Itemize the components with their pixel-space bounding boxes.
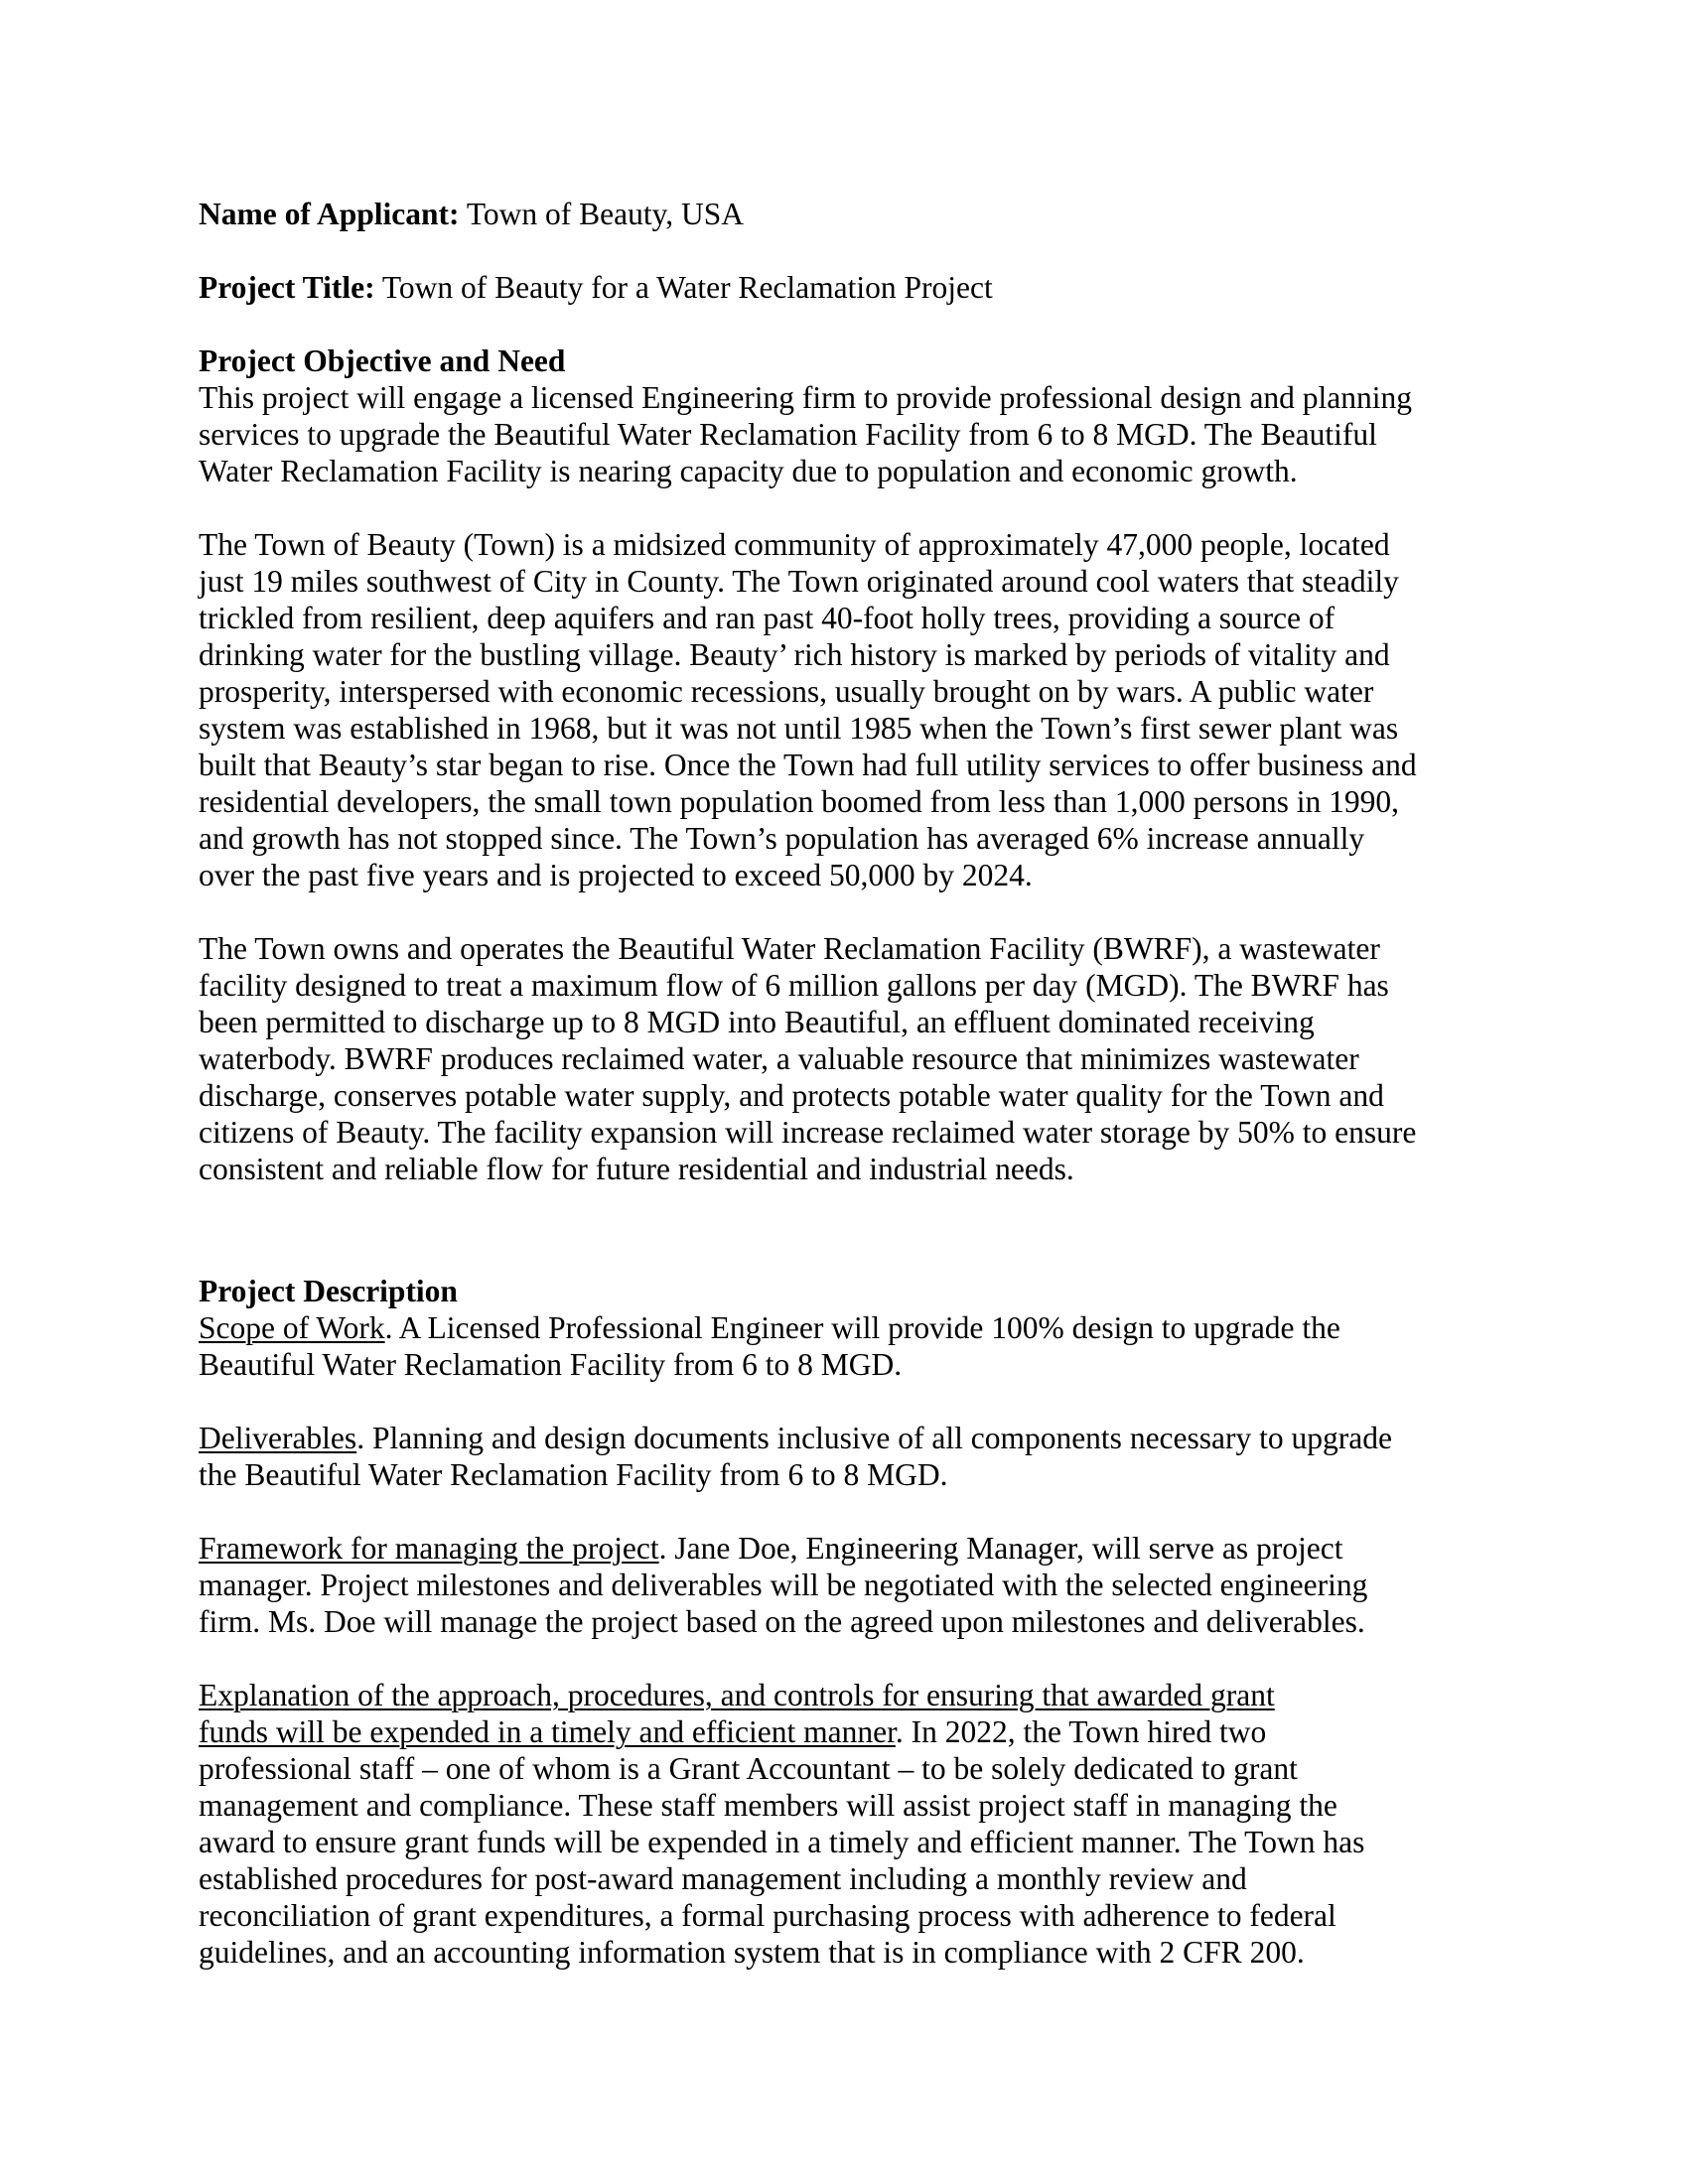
deliverables-label: Deliverables [199,1421,357,1455]
paragraph-line: The Town owns and operates the Beautiful Water Reclamation Facility (BWRF), a wastewater [199,931,1380,966]
paragraph-line [199,1309,1340,1346]
paragraph-line: citizens of Beauty. The facility expansion will increase reclaimed water storage by 50% to ensure [199,1115,1417,1150]
paragraph-line: trickled from resilient, deep aquifers and ran past 40-foot holly trees, providing a source of [199,601,1336,635]
framework-label: Framework for managing the project [199,1531,659,1566]
paragraph-line: facility designed to treat a maximum flow of 6 million gallons per day (MGD). The BWRF has [199,968,1389,1003]
scope-of-work-label: Scope of Work [199,1310,385,1345]
paragraph-line: been permitted to discharge up to 8 MGD into Beautiful, an effluent dominated receiving [199,1005,1315,1039]
paragraph-line: The Town of Beauty (Town) is a midsized community of approximately 47,000 people, located [199,527,1390,562]
paragraph-line: drinking water for the bustling village. Beauty’ rich history is marked by periods of vitality and [199,637,1390,672]
paragraph-line: Beautiful Water Reclamation Facility from 6 to 8 MGD. [199,1347,903,1382]
paragraph-line: guidelines, and an accounting information system that is in compliance with 2 CFR 200. [199,1935,1305,1970]
paragraph-line: management and compliance. These staff members will assist project staff in managing the [199,1788,1337,1823]
paragraph-line: just 19 miles southwest of City in County. The Town originated around cool waters that steadily [199,564,1399,599]
paragraph-line: consistent and reliable flow for future residential and industrial needs. [199,1152,1074,1186]
paragraph-line: discharge, conserves potable water supply, and protects potable water quality for the Town and [199,1078,1384,1113]
paragraph-line [199,1420,1392,1456]
paragraph-line [199,1713,1266,1750]
paragraph-line: waterbody. BWRF produces reclaimed water, a valuable resource that minimizes wastewater [199,1041,1359,1076]
paragraph-line: prosperity, interspersed with economic recessions, usually brought on by wars. A public water [199,674,1374,709]
paragraph-line: the Beautiful Water Reclamation Facility from 6 to 8 MGD. [199,1457,948,1492]
paragraph-line: award to ensure grant funds will be expended in a timely and efficient manner. The Town has [199,1825,1365,1859]
paragraph-line: manager. Project milestones and deliverables will be negotiated with the selected engineering [199,1568,1368,1602]
project-title-value: Town of Beauty for a Water Reclamation Project [381,270,993,305]
objective-heading: Project Objective and Need [199,343,566,378]
paragraph-line: This project will engage a licensed Engineering firm to provide professional design and planning [199,380,1413,415]
project-title-line [199,269,993,306]
paragraph-line: Water Reclamation Facility is nearing capacity due to population and economic growth. [199,454,1298,488]
applicant-value: Town of Beauty, USA [466,197,745,231]
project-title-label: Project Title: [199,270,375,305]
paragraph-line: residential developers, the small town population boomed from less than 1,000 persons in 1990, [199,784,1400,819]
paragraph-line: reconciliation of grant expenditures, a formal purchasing process with adherence to federal [199,1898,1336,1933]
applicant-line [199,196,744,232]
paragraph-line: professional staff – one of whom is a Grant Accountant – to be solely dedicated to grant [199,1751,1298,1786]
paragraph-line: firm. Ms. Doe will manage the project based on the agreed upon milestones and deliverables. [199,1604,1365,1639]
paragraph-line: over the past five years and is projected to exceed 50,000 by 2024. [199,858,1033,892]
paragraph-line: built that Beauty’s star began to rise. Once the Town had full utility services to offer business and [199,748,1417,782]
applicant-label: Name of Applicant: [199,197,460,231]
paragraph-line [199,1677,1275,1713]
paragraph-line: established procedures for post-award management including a monthly review and [199,1861,1247,1896]
paragraph-line: services to upgrade the Beautiful Water Reclamation Facility from 6 to 8 MGD. The Beautiful [199,417,1377,452]
paragraph-line: system was established in 1968, but it was not until 1985 when the Town’s first sewer plant was [199,711,1399,746]
paragraph-line [199,1530,1342,1567]
explanation-label: Explanation of the approach, procedures, and controls for ensuring that awarded grant [199,1678,1275,1712]
description-heading: Project Description [199,1274,458,1308]
framework-text: . Jane Doe, Engineering Manager, will serve as project [658,1531,1343,1566]
scope-of-work-text: . A Licensed Professional Engineer will provide 100% design to upgrade the [384,1310,1340,1345]
deliverables-text: . Planning and design documents inclusive of all components necessary to upgrade [356,1421,1392,1455]
explanation-label-continued: funds will be expended in a timely and efficient manner [199,1714,896,1749]
paragraph-line: and growth has not stopped since. The Town’s population has averaged 6% increase annually [199,821,1365,856]
explanation-text: . In 2022, the Town hired two [895,1714,1267,1749]
